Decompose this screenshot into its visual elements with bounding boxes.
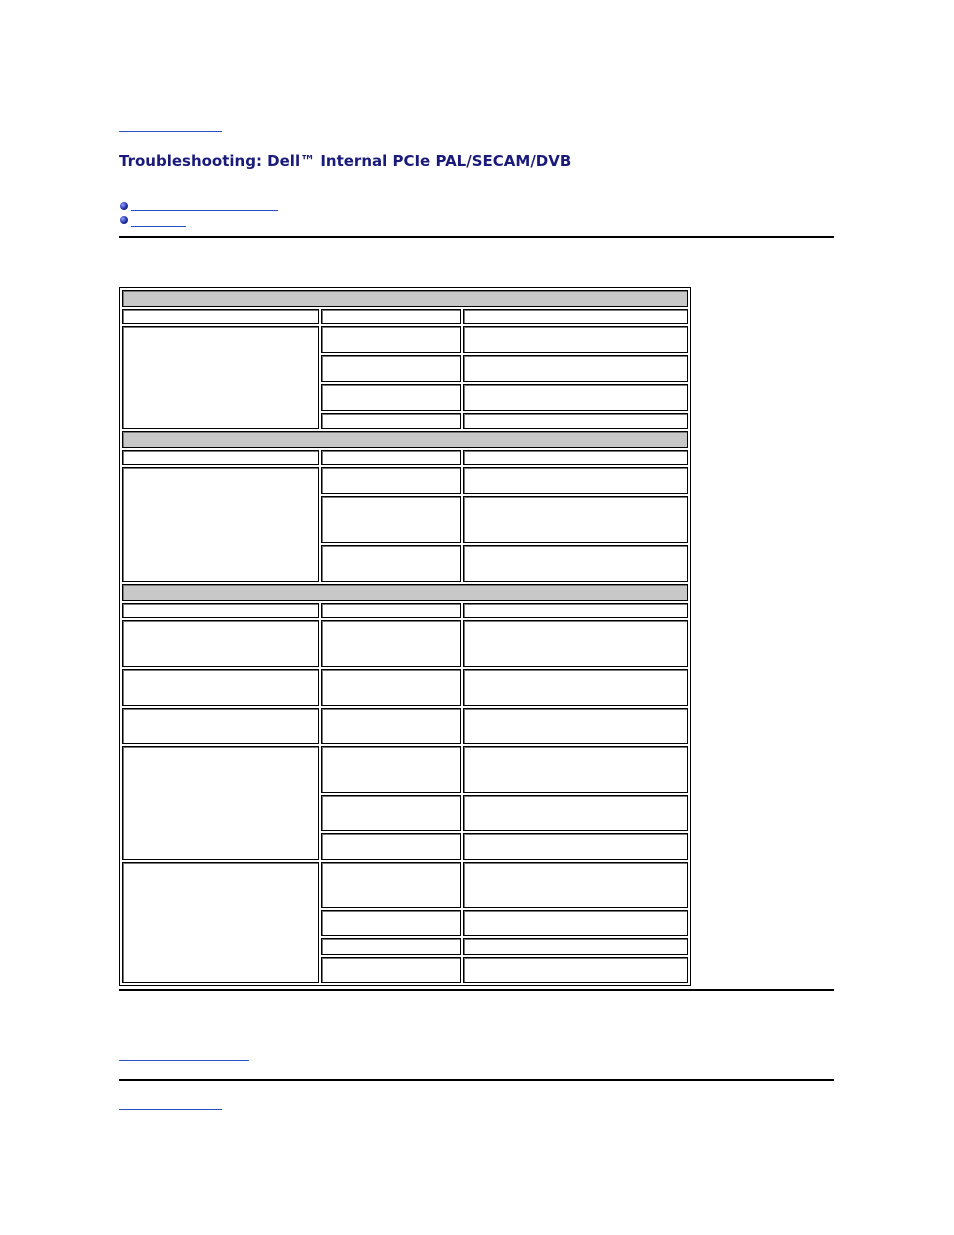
column-header-cause bbox=[321, 450, 461, 465]
solution-cell bbox=[463, 862, 688, 908]
cause-cell bbox=[321, 326, 461, 353]
solution-cell bbox=[463, 545, 688, 582]
column-header-solution bbox=[463, 450, 688, 465]
section-header bbox=[122, 584, 688, 601]
divider-bottom bbox=[119, 989, 834, 991]
problem-cell bbox=[122, 669, 319, 706]
troubleshooting-table bbox=[119, 287, 691, 986]
cause-cell bbox=[321, 545, 461, 582]
problem-cell bbox=[122, 326, 319, 429]
solution-cell bbox=[463, 795, 688, 831]
solution-cell bbox=[463, 326, 688, 353]
cause-cell bbox=[321, 795, 461, 831]
solution-cell bbox=[463, 669, 688, 706]
problem-cell bbox=[122, 467, 319, 582]
cause-cell bbox=[321, 355, 461, 382]
solution-cell bbox=[463, 746, 688, 793]
cause-cell bbox=[321, 957, 461, 983]
column-header-solution bbox=[463, 603, 688, 618]
problem-cell bbox=[122, 862, 319, 983]
cause-cell bbox=[321, 746, 461, 793]
back-to-contents-link[interactable] bbox=[119, 131, 222, 132]
footer-back-to-contents-link[interactable] bbox=[119, 1109, 222, 1110]
cause-cell bbox=[321, 708, 461, 744]
solution-cell bbox=[463, 957, 688, 983]
cause-cell bbox=[321, 669, 461, 706]
cause-cell bbox=[321, 467, 461, 494]
cause-cell bbox=[321, 496, 461, 543]
cause-cell bbox=[321, 384, 461, 411]
cause-cell bbox=[321, 938, 461, 955]
solution-cell bbox=[463, 833, 688, 860]
cause-cell bbox=[321, 413, 461, 429]
column-header-problem bbox=[122, 309, 319, 324]
back-to-top-link[interactable] bbox=[119, 1060, 249, 1061]
cause-cell bbox=[321, 620, 461, 667]
column-header-problem bbox=[122, 603, 319, 618]
column-header-cause bbox=[321, 309, 461, 324]
page-title: Troubleshooting: Dell™ Internal PCIe PAL/SECAM/DVB bbox=[119, 152, 572, 170]
problem-cell bbox=[122, 746, 319, 860]
column-header-solution bbox=[463, 309, 688, 324]
divider-footer bbox=[119, 1079, 834, 1081]
solution-cell bbox=[463, 384, 688, 411]
solution-cell bbox=[463, 496, 688, 543]
problem-cell bbox=[122, 708, 319, 744]
bullet-icon bbox=[120, 216, 128, 224]
problem-cell bbox=[122, 620, 319, 667]
column-header-cause bbox=[321, 603, 461, 618]
toc-link-troubleshooting[interactable] bbox=[131, 210, 278, 211]
solution-cell bbox=[463, 910, 688, 936]
solution-cell bbox=[463, 708, 688, 744]
solution-cell bbox=[463, 467, 688, 494]
section-header bbox=[122, 431, 688, 448]
toc-link-faq[interactable] bbox=[131, 226, 186, 227]
divider-top bbox=[119, 236, 834, 238]
bullet-icon bbox=[120, 202, 128, 210]
column-header-problem bbox=[122, 450, 319, 465]
solution-cell bbox=[463, 938, 688, 955]
solution-cell bbox=[463, 413, 688, 429]
cause-cell bbox=[321, 833, 461, 860]
cause-cell bbox=[321, 862, 461, 908]
solution-cell bbox=[463, 355, 688, 382]
solution-cell bbox=[463, 620, 688, 667]
cause-cell bbox=[321, 910, 461, 936]
section-header bbox=[122, 290, 688, 307]
